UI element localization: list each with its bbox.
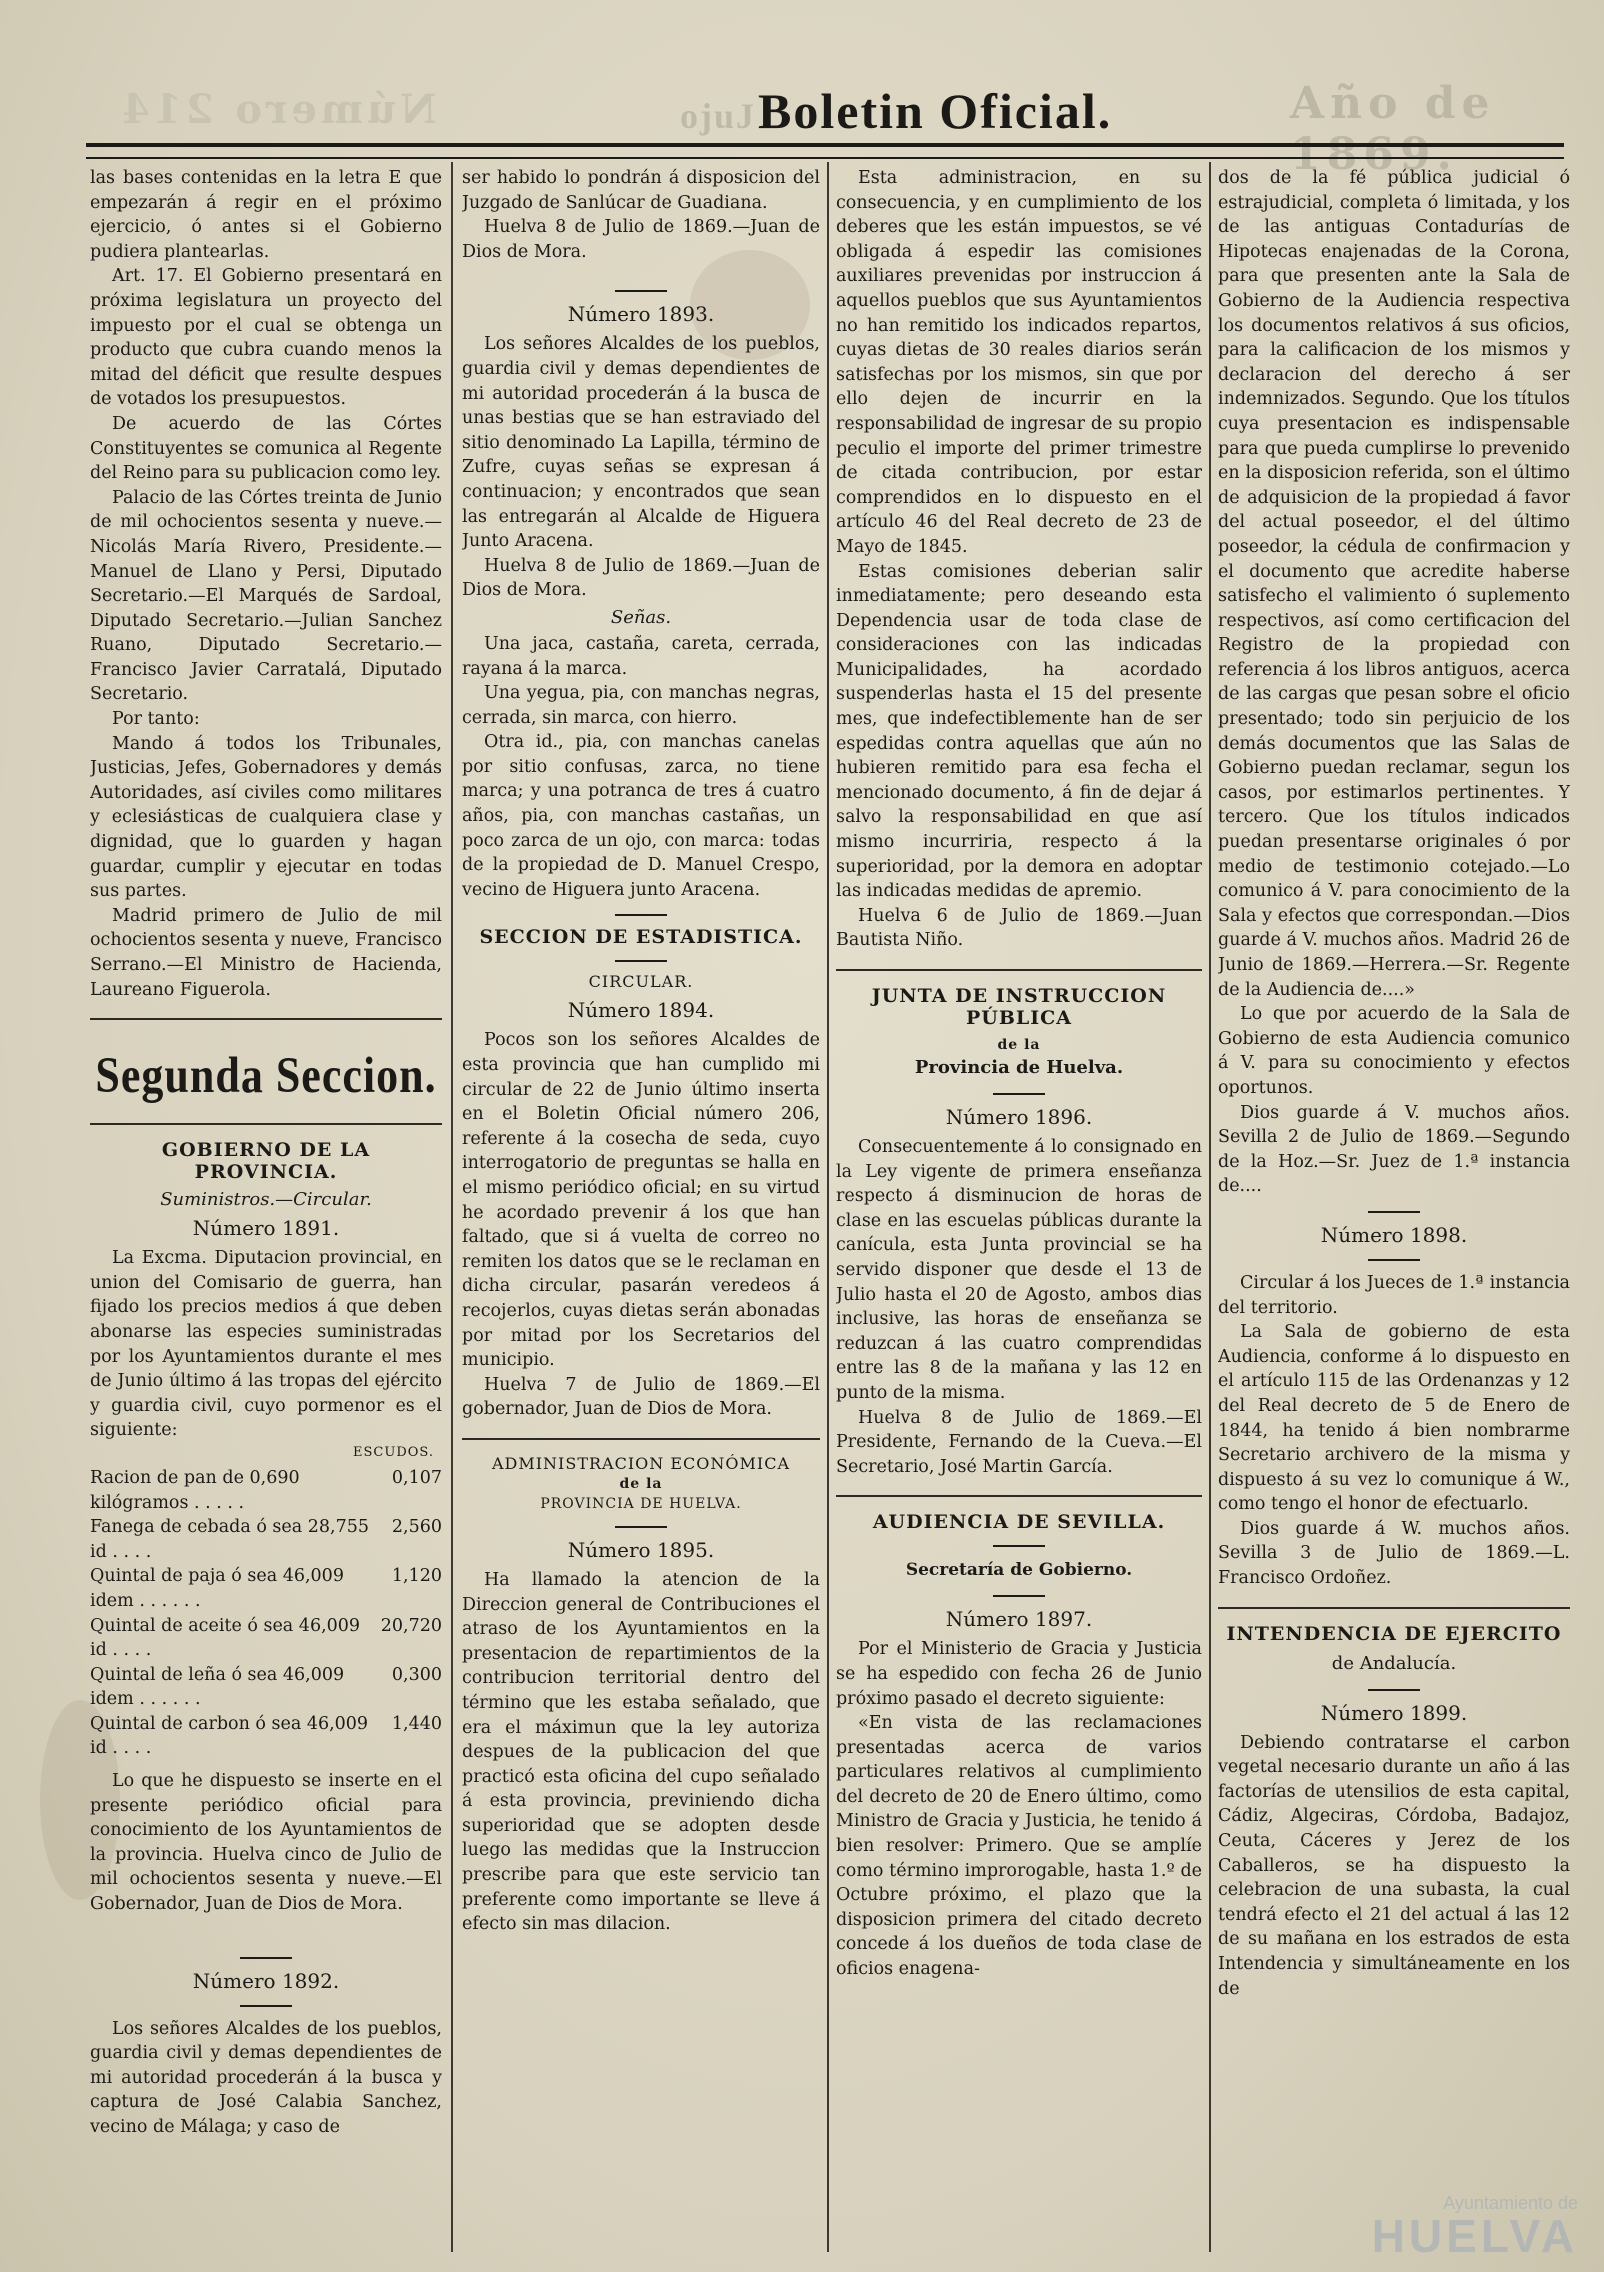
paragraph: Lo que he dispuesto se inserte en el presente periódico oficial para conocimiento de los Ayuntamientos de la provincia. Huelva cinco de Julio de mil ochocientos sesenta y nueve.—El Gobernador, Juan de Dios de Mora. — [90, 1771, 442, 1915]
price-row — [90, 1663, 442, 1712]
separator-dash — [240, 2005, 292, 2007]
paragraph: Madrid primero de Julio de mil ochocientos sesenta y nueve, Francisco Serrano.—El Ministro de Hacienda, Laureano Figuerola. — [90, 905, 442, 1000]
section-title: Segunda Seccion. — [95, 1047, 437, 1104]
paragraph: Estas comisiones deberian salir inmediatamente; pero deseando esta Dependencia usar de toda clase de consideraciones con las indicadas Municipalidades, ha acordado suspenderlas hasta el 15 del presente mes, que indefectiblemente han de ser espedidas contra aquellas que aún no hubieren remitido para esa fecha el mencionado documento, á fin de dejar á salvo la responsabilidad en que así mismo incurriria, respecto á la superioridad, por la demora en adoptar las indicadas medidas de apremio. — [836, 561, 1202, 902]
paragraph: Consecuentemente á lo consignado en la Ley vigente de primera enseñanza respecto á disminucion de horas de clase en las escuelas públicas durante la canícula, esta Junta provincial se ha servido disponer que desde el 13 de Julio hasta el 20 de Agosto, ambos dias inclusive, las horas de enseñanza se reduzcan á las cuatro comprendidas entre las 8 de la mañana y las 12 en punto de la misma. — [836, 1137, 1202, 1403]
price-label: Fanega de cebada ó sea 28,755 id . . . . — [90, 1517, 369, 1562]
paragraph: Pocos son los señores Alcaldes de esta provincia que han cumplido mi circular de 22 de Junio último inserta en el Boletin Oficial número 206, referente á la cosecha de seda, cuyo interrogatorio de preguntas se halla en el mismo periódico oficial; en su virtud he acordado prevenir á los que han faltado, que si á vuelta de correo no remiten los datos que se le reclaman en dicha circular, pasarán veredeos á recojerlos, cuyas dietas serán abonadas por mitad por los Secretarios del municipio. — [462, 1030, 820, 1371]
heading-audiencia: AUDIENCIA DE SEVILLA. — [872, 1511, 1166, 1534]
notice-number: Número 1899. — [1320, 1700, 1468, 1725]
price-row — [90, 1466, 442, 1515]
price-label: Quintal de carbon ó sea 46,009 id . . . . — [90, 1713, 369, 1759]
paragraph: Huelva 8 de Julio de 1869.—Juan de Dios de Mora. — [462, 555, 820, 601]
masthead-year: Año de 1869. — [1290, 78, 1496, 180]
heading-provincia: PROVINCIA DE HUELVA. — [540, 1495, 742, 1512]
column-3 — [836, 166, 1202, 2246]
heading-connector: de la — [619, 1475, 663, 1492]
heading-andalucia: de Andalucía. — [1331, 1652, 1457, 1674]
heading-connector: de la — [997, 1037, 1041, 1053]
notice-number: Número 1891. — [192, 1216, 340, 1241]
watermark-line2: HUELVA — [1371, 2210, 1578, 2262]
paragraph: Por el Ministerio de Gracia y Justicia se ha espedido con fecha 26 de Junio próximo pasado el decreto siguiente: — [836, 1639, 1202, 1709]
heading-administracion: ADMINISTRACION ECONÓMICA — [491, 1453, 791, 1473]
paragraph: ser habido lo pondrán á disposicion del Juzgado de Sanlúcar de Guadiana. — [462, 168, 820, 213]
notice-number: Número 1898. — [1320, 1222, 1468, 1247]
price-row — [90, 1515, 442, 1564]
paragraph: Lo que por acuerdo de la Sala de Gobierno de esta Audiencia comunico á V. para su conocimiento y efectos oportunos. — [1218, 1004, 1570, 1098]
paragraph: La Sala de gobierno de esta Audiencia, conforme á lo dispuesto en el artículo 115 de las Ordenanzas y 12 del Real decreto de 5 de Enero de 1844, ha tenido á bien nombrarme Secretario archivero de la misma y dispuesto á su vez lo comunique á W., como tengo el honor de efectuarlo. — [1218, 1322, 1570, 1515]
heading-junta: JUNTA DE INSTRUCCION PÚBLICA — [871, 985, 1167, 1029]
price-row — [90, 1564, 442, 1613]
masthead-title — [680, 82, 1112, 140]
paragraph: Los señores Alcaldes de los pueblos, guardia civil y demas dependientes de mi autoridad procederán á la busca y captura de José Calabia Sanchez, vecino de Málaga; y caso de — [90, 2018, 442, 2137]
column-1 — [90, 166, 442, 2246]
paragraph: De acuerdo de las Córtes Constituyentes se comunica al Regente del Reino para su publicacion como ley. — [90, 413, 442, 484]
separator-dash — [615, 1526, 667, 1528]
masthead-issue-number: Número 214 — [118, 86, 437, 133]
price-value: 0,107 — [391, 1467, 442, 1488]
price-label: Quintal de paja ó sea 46,009 idem . . . . . . — [90, 1566, 344, 1611]
price-value: 1,440 — [391, 1713, 442, 1734]
separator-dash — [993, 1545, 1045, 1547]
paragraph: Ha llamado la atencion de la Direccion general de Contribuciones el atraso de los Ayuntamientos en la presentacion de repartimientos de la contribucion territorial dentro del término que les estaba señalado, que era el máximun que la ley autoriza despues de la publicacion del que practicó esta oficina del cupo señalado á esta provincia, previniendo dicha superioridad que se adopten desde luego las medidas que la Instruccion prescribe para que este servicio tan preferente como importante se lleve á efecto sin mas dilacion. — [462, 1569, 820, 1935]
bleed-through-text: ojuJ — [680, 96, 757, 136]
paragraph: Por tanto: — [112, 709, 200, 730]
paragraph: Huelva 6 de Julio de 1869.—Juan Bautista Niño. — [836, 905, 1202, 951]
paragraph: Una yegua, pia, con manchas negras, cerrada, sin marca, con hierro. — [462, 683, 820, 728]
section-rule — [836, 1495, 1202, 1497]
notice-number: Número 1897. — [945, 1607, 1093, 1632]
heading-estadistica: SECCION DE ESTADISTICA. — [479, 926, 803, 949]
separator-dash — [615, 960, 667, 962]
notice-number: Número 1892. — [192, 1968, 340, 1993]
separator-dash — [615, 914, 667, 916]
section-rule — [90, 1123, 442, 1125]
paragraph: «En vista de las reclamaciones presentadas acerca de varios particulares relativos al cumplimiento del decreto de 20 de Enero último, como Ministro de Gracia y Justicia, he tenido á bien resolver: Primero. Que se amplíe como término improrogable, hasta 1.º de Octubre próximo, el plazo que la disposicion primera del citado decreto concede á los dueños de toda clase de oficios enagena- — [836, 1713, 1202, 1980]
subheading: Señas. — [610, 606, 672, 628]
paragraph: Art. 17. El Gobierno presentará en próxima legislatura un proyecto del impuesto por el cual se obtenga un producto que cubra cuando menos la mitad del déficit que resulte despues de votados los presupuestos. — [90, 266, 442, 410]
newspaper-title: Boletin Oficial. — [758, 83, 1113, 139]
archive-watermark — [1371, 2193, 1578, 2262]
column-divider — [827, 162, 829, 2252]
separator-dash — [240, 1957, 292, 1959]
separator-dash — [615, 290, 667, 292]
separator-dash — [1368, 1211, 1420, 1213]
paragraph: dos de la fé pública judicial ó estrajudicial, completa ó limitada, y los de las antiguas Contadurías de Hipotecas enajenadas de la Corona, para que presenten ante la Sala de Gobierno de la Audiencia respectiva los documentos relativos á sus oficios, para la calificacion de los mismos y declaracion del derecho á ser indemnizados. Segundo. Que los títulos cuya presentacion es indispensable para que pueda cumplirse lo prevenido en la disposicion referida, son el último de adquisicion de la propiedad á favor del actual poseedor, el del último poseedor, la cédula de confirmacion y el documento que acredite haberse satisfecho el valimiento ó suplemento respectivos, así como certificacion del Registro de la propiedad con referencia á los libros antiguos, acerca de las cargas que pesan sobre el oficio presentado; todo sin perjuicio de los demás documentos que las Salas de Gobierno puedan reclamar, segun los casos, por estimarlos pertinentes. Y tercero. Que los títulos indicados puedan presentarse originales ó por medio de testimonio cotejado.—Lo comunico á V. para conocimiento de la Sala y efectos que correspondan.—Dios guarde á V. muchos años. Madrid 26 de Junio de 1869.—Herrera.—Sr. Regente de la Audiencia de....» — [1218, 168, 1570, 1000]
price-row — [90, 1614, 442, 1663]
section-rule — [836, 969, 1202, 971]
notice-number: Número 1893. — [567, 302, 715, 327]
paragraph: las bases contenidas en la letra E que empezarán á regir en el próximo ejercicio, ó antes si el Gobierno pudiera plantearlas. — [90, 168, 442, 262]
column-divider — [1209, 162, 1211, 2252]
section-rule — [90, 1018, 442, 1020]
paragraph: Una jaca, castaña, careta, cerrada, rayana á la marca. — [462, 633, 820, 679]
separator-dash — [1368, 1259, 1420, 1261]
notice-number: Número 1894. — [567, 998, 715, 1023]
column-divider — [451, 162, 453, 2252]
paragraph: Huelva 8 de Julio de 1869.—El Presidente, Fernando de la Cueva.—El Secretario, José Martin García. — [836, 1407, 1202, 1477]
paragraph: Huelva 8 de Julio de 1869.—Juan de Dios de Mora. — [462, 217, 820, 262]
price-table — [90, 1466, 442, 1761]
heading-gobierno: GOBIERNO DE LA PROVINCIA. — [161, 1139, 371, 1184]
paragraph: Circular á los Jueces de 1.ª instancia del territorio. — [1218, 1272, 1570, 1318]
separator-dash — [993, 1093, 1045, 1095]
paragraph: Huelva 7 de Julio de 1869.—El gobernador, Juan de Dios de Mora. — [462, 1374, 820, 1420]
paragraph: La Excma. Diputacion provincial, en union del Comisario de guerra, han fijado los precios medios á que deben abonarse las especies suministradas por los Ayuntamientos durante el mes de Junio último á las tropas del ejército y guardia civil, cuyo pormenor es el siguiente: — [90, 1248, 442, 1441]
price-value: 2,560 — [391, 1517, 442, 1538]
section-rule — [1218, 1607, 1570, 1609]
price-label: Quintal de leña ó sea 46,009 idem . . . . . . — [90, 1664, 345, 1710]
notice-number: Número 1895. — [567, 1537, 715, 1562]
heading-secretaria: Secretaría de Gobierno. — [905, 1560, 1133, 1581]
separator-dash — [1368, 1689, 1420, 1691]
subheading: Suministros.—Circular. — [160, 1189, 372, 1211]
masthead — [0, 70, 1604, 180]
price-value: 1,120 — [391, 1566, 442, 1587]
price-value: 20,720 — [380, 1615, 442, 1636]
price-label: Quintal de aceite ó sea 46,009 id . . . . — [90, 1615, 361, 1661]
price-row — [90, 1712, 442, 1761]
separator-dash — [993, 1595, 1045, 1597]
paragraph: Dios guarde á V. muchos años. Sevilla 2 de Julio de 1869.—Segundo de la Hoz.—Sr. Juez de 1.ª instancia de.... — [1218, 1102, 1570, 1197]
paragraph: Otra id., pia, con manchas canelas por sitio confusas, zarca, no tiene marca; y una potranca de tres á cuatro años, pia, con manchas castañas, un poco zarca de un ojo, con marca: todas de la propiedad de D. Manuel Crespo, vecino de Higuera junto Aracena. — [462, 732, 820, 900]
price-label: Racion de pan de 0,690 kilógramos . . . . . — [90, 1467, 300, 1513]
price-value: 0,300 — [391, 1664, 442, 1685]
subheading-circular: CIRCULAR. — [588, 972, 694, 992]
paragraph: Mando á todos los Tribunales, Justicias, Jefes, Gobernadores y demás Autoridades, así civiles como militares y eclesiásticas de cualquiera clase y dignidad, que lo guarden y hagan guardar, cumplir y ejecutar en todas sus partes. — [90, 733, 442, 902]
section-rule — [462, 1438, 820, 1440]
heading-provincia: Provincia de Huelva. — [914, 1057, 1124, 1078]
watermark-line1: Ayuntamiento de — [1443, 2193, 1578, 2213]
paragraph: Debiendo contratarse el carbon vegetal necesario durante un año á las factorías de utensilios de esta capital, Cádiz, Algeciras, Córdoba, Badajoz, Ceuta, Cáceres y Jerez de los Caballeros, se ha dispuesto la celebracion de una subasta, la cual tendrá efecto el 21 del actual á las 12 de su mañana en los estrados de esta Intendencia y simultáneamente en los de — [1218, 1732, 1570, 1999]
paragraph: Los señores Alcaldes de los pueblos, guardia civil y demas dependientes de mi autoridad procederán á la busca de unas bestias que se han estraviado del sitio denominado La Lapilla, término de Zufre, cuyas señas se expresan á continuacion; y encontrados que sean las entregarán al Alcalde de Higuera Junto Aracena. — [462, 334, 820, 552]
paragraph: Esta administracion, en su consecuencia, y en cumplimiento de los deberes que les están impuestos, se vé obligada á espedir las comisiones auxiliares prevenidas por instruccion á aquellos pueblos que sus Ayuntamientos no han remitido los indicados repartos, cuyas dietas de 30 reales diarios serán satisfechas por los mismos, sin que por ello dejen de incurrir en la responsabilidad de ingresar de su propio peculio el importe del primer trimestre de citada contribucion, por estar comprendidos en lo dispuesto en el artículo 46 del Real decreto de 23 de Mayo de 1845. — [836, 168, 1202, 557]
paragraph: Palacio de las Córtes treinta de Junio de mil ochocientos sesenta y nueve.—Nicolás María Rivero, Presidente.—Manuel de Llano y Persi, Diputado Secretario.—El Marqués de Sardoal, Diputado Secretario.—Julian Sanchez Ruano, Diputado Secretario.—Francisco Javier Carratalá, Diputado Secretario. — [90, 487, 442, 705]
column-4 — [1218, 166, 1570, 2246]
column-2 — [462, 166, 820, 2246]
paragraph: Dios guarde á W. muchos años. Sevilla 3 de Julio de 1869.—L. Francisco Ordoñez. — [1218, 1518, 1570, 1589]
masthead-rule — [86, 143, 1564, 159]
currency-label: ESCUDOS. — [353, 1444, 434, 1460]
heading-intendencia: INTENDENCIA DE EJERCITO — [1226, 1622, 1562, 1645]
notice-number: Número 1896. — [945, 1105, 1093, 1129]
